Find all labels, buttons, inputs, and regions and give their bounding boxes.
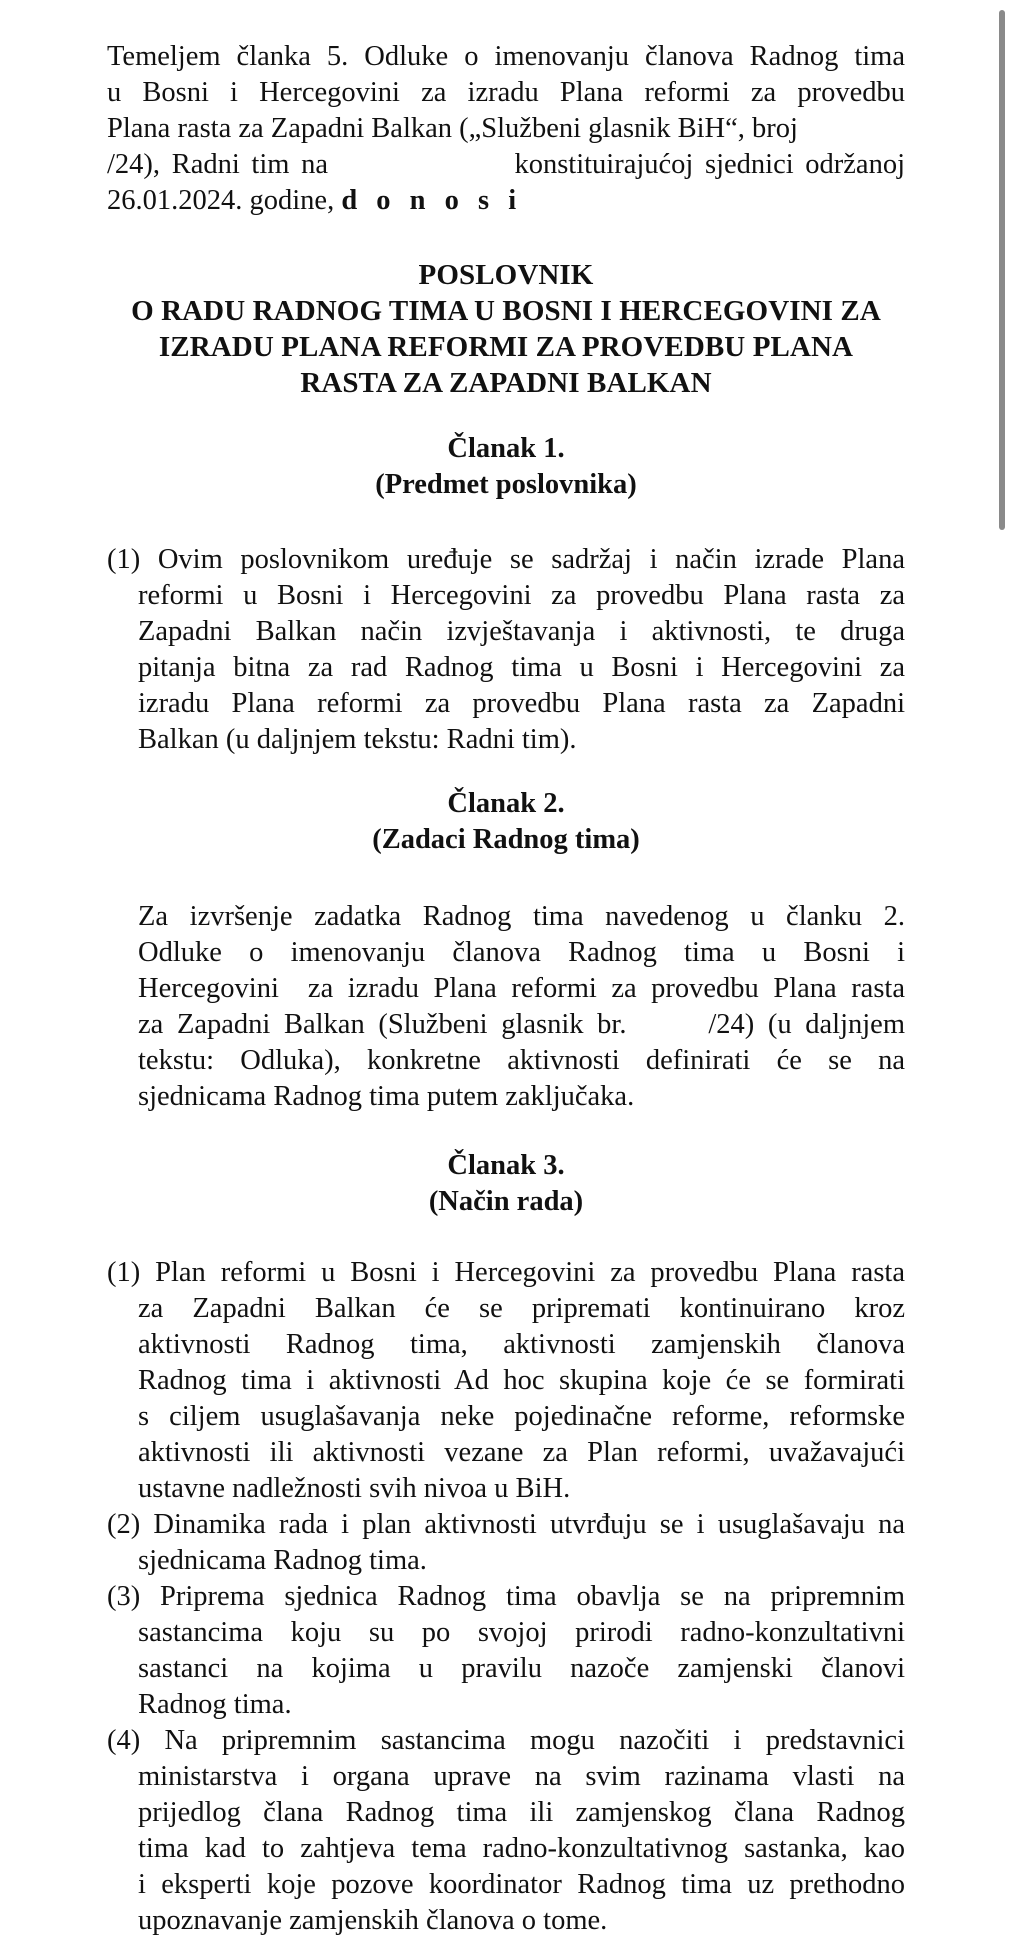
- text-line: u Bosni i Hercegovini za izradu Plana reformi za provedbu: [107, 77, 905, 108]
- text-line: (2) Dinamika rada i plan aktivnosti utvrđuju se i usuglašavaju na: [107, 1509, 905, 1540]
- text-line: za Zapadni Balkan (Službeni glasnik br. /24) (u daljnjem: [138, 1009, 905, 1040]
- article-heading: Članak 3.: [447, 1150, 565, 1181]
- article-heading: Članak 2.: [447, 788, 565, 819]
- text-line: s ciljem usuglašavanja neke pojedinačne reforme, reformske: [138, 1401, 905, 1432]
- text-line: Balkan (u daljnjem tekstu: Radni tim).: [138, 724, 577, 755]
- article-heading: Članak 1.: [447, 433, 565, 464]
- text-line: (1) Ovim poslovnikom uređuje se sadržaj i način izrade Plana: [107, 544, 905, 575]
- donosi-keyword: d o n o s i: [341, 185, 523, 216]
- text-line: (3) Priprema sjednica Radnog tima obavlja se na pripremnim: [107, 1581, 905, 1612]
- title-line: POSLOVNIK: [418, 259, 594, 291]
- article-subheading: (Način rada): [428, 1186, 584, 1217]
- text-line: Radnog tima i aktivnosti Ad hoc skupina koje će se formirati: [138, 1365, 905, 1396]
- title-line: RASTA ZA ZAPADNI BALKAN: [300, 367, 712, 399]
- intro-text: 26.01.2024. godine,: [107, 185, 342, 216]
- text-line: za Zapadni Balkan će se pripremati kontinuirano kroz: [138, 1293, 905, 1324]
- text-line: Temeljem članka 5. Odluke o imenovanju članova Radnog tima: [107, 41, 905, 72]
- text-line: (4) Na pripremnim sastancima mogu nazočiti i predstavnici: [107, 1725, 905, 1756]
- text-line: pitanja bitna za rad Radnog tima u Bosni i Hercegovini za: [138, 652, 905, 683]
- text-line: sastanci na kojima u pravilu nazoče zamjenski članovi: [138, 1653, 905, 1684]
- vertical-scrollbar[interactable]: [999, 10, 1005, 530]
- text-line: sastancima koju su po svojoj prirodi radno-konzultativni: [138, 1617, 905, 1648]
- text-line: tima kad to zahtjeva tema radno-konzultativnog sastanka, kao: [138, 1833, 905, 1864]
- text-line: Za izvršenje zadatka Radnog tima navedenog u članku 2.: [138, 901, 905, 932]
- text-line: Zapadni Balkan način izvještavanja i aktivnosti, te druga: [138, 616, 905, 647]
- text-line: upoznavanje zamjenskih članova o tome.: [138, 1905, 608, 1936]
- article-subheading: (Zadaci Radnog tima): [372, 824, 640, 855]
- text-line: prijedlog člana Radnog tima ili zamjenskog člana Radnog: [138, 1797, 905, 1828]
- text-line: sjednicama Radnog tima putem zaključaka.: [138, 1081, 635, 1112]
- text-line: ustavne nadležnosti svih nivoa u BiH.: [138, 1473, 571, 1504]
- text-line: Radnog tima.: [138, 1689, 292, 1720]
- text-line: ministarstva i organa uprave na svim razinama vlasti na: [138, 1761, 905, 1792]
- text-line: sjednicama Radnog tima.: [138, 1545, 427, 1576]
- title-line: IZRADU PLANA REFORMI ZA PROVEDBU PLANA: [158, 331, 854, 363]
- text-line: Odluke o imenovanju članova Radnog tima u Bosni i: [138, 937, 905, 968]
- text-line: tekstu: Odluka), konkretne aktivnosti definirati će se na: [138, 1045, 905, 1076]
- text-line: reformi u Bosni i Hercegovini za provedbu Plana rasta za: [138, 580, 905, 611]
- article-subheading: (Predmet poslovnika): [375, 469, 637, 500]
- text-line: i eksperti koje pozove koordinator Radnog tima uz prethodno: [138, 1869, 905, 1900]
- title-line: O RADU RADNOG TIMA U BOSNI I HERCEGOVINI ZA: [131, 295, 881, 327]
- text-line: Hercegovini za izradu Plana reformi za provedbu Plana rasta: [138, 973, 905, 1004]
- text-line: aktivnosti ili aktivnosti vezane za Plan reformi, uvažavajući: [138, 1437, 905, 1468]
- text-line: aktivnosti Radnog tima, aktivnosti zamjenskih članova: [138, 1329, 905, 1360]
- text-line: /24), Radni tim na konstituirajućoj sjednici održanoj: [107, 149, 905, 180]
- text-line: Plana rasta za Zapadni Balkan („Službeni glasnik BiH“, broj: [107, 113, 798, 144]
- text-line: (1) Plan reformi u Bosni i Hercegovini za provedbu Plana rasta: [107, 1257, 905, 1288]
- text-line: [107, 183, 905, 219]
- text-line: izradu Plana reformi za provedbu Plana rasta za Zapadni: [138, 688, 905, 719]
